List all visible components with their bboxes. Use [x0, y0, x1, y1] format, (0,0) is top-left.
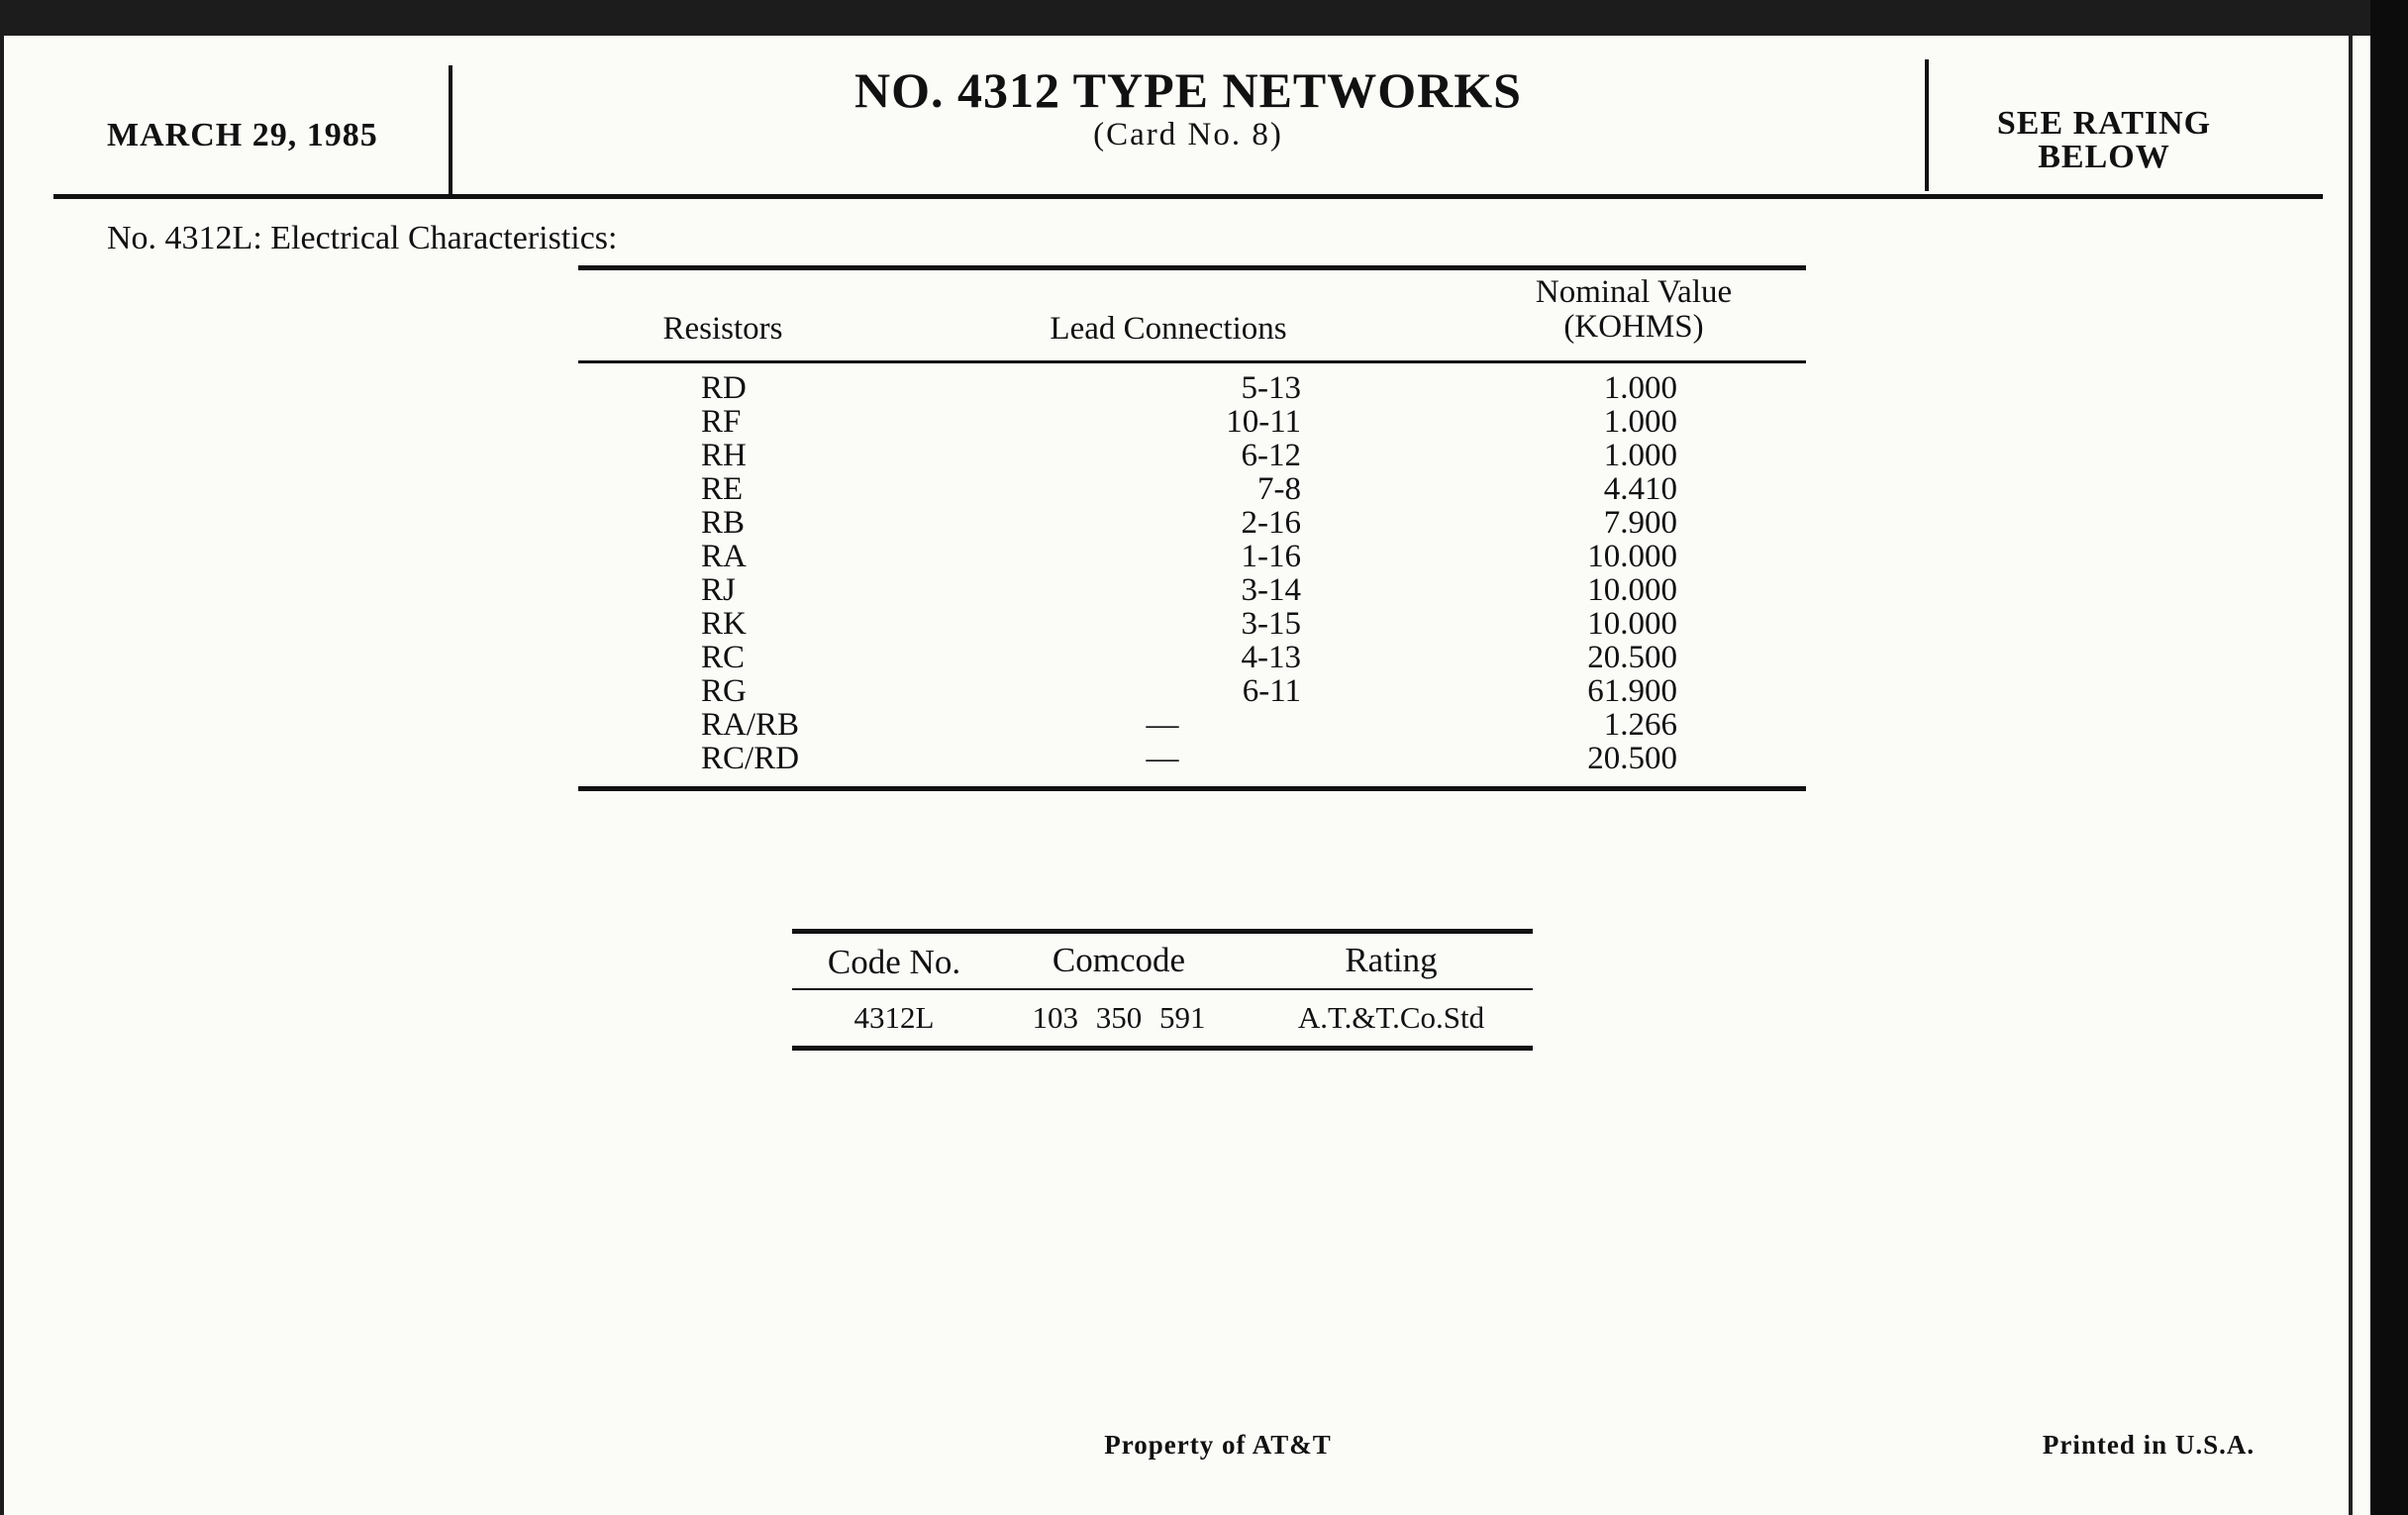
value-cell: 1.266	[1603, 707, 1677, 743]
header-divider-right	[1925, 59, 1929, 191]
page-subtitle: (Card No. 8)	[1093, 117, 1283, 152]
resistor-cell: RC/RD	[701, 741, 800, 776]
lead-cell: 3-15	[1241, 606, 1301, 642]
resistor-cell: RG	[701, 673, 747, 709]
header-rating-note	[1951, 107, 2258, 174]
lead-cell: —	[1146, 741, 1179, 776]
table-row	[578, 371, 1806, 405]
value-cell: 20.500	[1587, 640, 1677, 675]
col-header-rating: Rating	[1345, 941, 1438, 979]
table-row	[578, 540, 1806, 573]
rating-cell: A.T.&T.Co.Std	[1297, 1000, 1485, 1035]
header-date: MARCH 29, 1985	[107, 117, 378, 153]
header-rule	[53, 194, 2323, 199]
value-cell: 1.000	[1603, 370, 1677, 406]
rating-note-line2: BELOW	[2038, 139, 2170, 175]
code-table-bottom-rule	[792, 1046, 1533, 1051]
table-top-rule	[578, 265, 1806, 270]
value-cell: 10.000	[1587, 539, 1677, 574]
value-cell: 1.000	[1603, 404, 1677, 440]
value-cell: 20.500	[1587, 741, 1677, 776]
table-row	[578, 439, 1806, 472]
resistor-cell: RH	[701, 438, 747, 473]
resistor-cell: RK	[701, 606, 747, 642]
resistor-cell: RD	[701, 370, 747, 406]
col-header-code: Code No.	[827, 943, 961, 981]
lead-cell: 5-13	[1241, 370, 1301, 406]
value-cell: 10.000	[1587, 572, 1677, 608]
table-row	[578, 573, 1806, 607]
value-cell: 4.410	[1603, 471, 1677, 507]
resistor-cell: RC	[701, 640, 746, 675]
resistor-cell: RJ	[701, 572, 736, 608]
lead-cell: —	[1146, 707, 1179, 743]
col-header-value-line1: Nominal Value	[1535, 274, 1733, 310]
table-bottom-rule	[578, 786, 1806, 791]
col-header-comcode: Comcode	[1052, 941, 1186, 979]
resistor-cell: RA	[701, 539, 747, 574]
section-title: No. 4312L: Electrical Characteristics:	[107, 220, 618, 256]
table-row	[578, 708, 1806, 742]
table-row	[578, 607, 1806, 641]
resistor-cell: RF	[701, 404, 742, 440]
lead-cell: 10-11	[1226, 404, 1301, 440]
lead-cell: 6-12	[1241, 438, 1301, 473]
lead-cell: 3-14	[1241, 572, 1301, 608]
header-divider-left	[449, 65, 452, 194]
col-header-value-line2: (KOHMS)	[1563, 309, 1704, 345]
table-row	[578, 674, 1806, 708]
table-row	[578, 405, 1806, 439]
lead-cell: 4-13	[1241, 640, 1301, 675]
col-header-lead: Lead Connections	[1050, 311, 1287, 347]
resistor-cell: RB	[701, 505, 746, 541]
resistor-cell: RA/RB	[701, 707, 800, 743]
lead-cell: 7-8	[1257, 471, 1301, 507]
table-row	[578, 742, 1806, 775]
table-header-rule	[578, 360, 1806, 363]
lead-cell: 1-16	[1241, 539, 1301, 574]
spec-card	[4, 36, 2370, 1515]
table-row	[578, 472, 1806, 506]
lead-cell: 6-11	[1242, 673, 1301, 709]
code-cell: 4312L	[853, 1000, 935, 1035]
code-table-header-rule	[792, 988, 1533, 990]
lead-cell: 2-16	[1241, 505, 1301, 541]
resistor-cell: RE	[701, 471, 744, 507]
table-row	[578, 506, 1806, 540]
value-cell: 1.000	[1603, 438, 1677, 473]
value-cell: 7.900	[1603, 505, 1677, 541]
table-row	[578, 641, 1806, 674]
page-title: NO. 4312 TYPE NETWORKS	[854, 62, 1522, 118]
scan-border-right	[2370, 0, 2408, 1515]
code-table-top-rule	[792, 929, 1533, 934]
comcode-cell: 103 350 591	[1032, 1000, 1206, 1035]
card-edge-line	[2349, 36, 2353, 1515]
footer-property: Property of AT&T	[1104, 1430, 1332, 1460]
rating-note-line1: SEE RATING	[1996, 105, 2212, 142]
value-cell: 10.000	[1587, 606, 1677, 642]
col-header-value	[1455, 275, 1812, 345]
footer-printed: Printed in U.S.A.	[2042, 1430, 2256, 1460]
col-header-resistors: Resistors	[662, 311, 783, 347]
value-cell: 61.900	[1587, 673, 1677, 709]
